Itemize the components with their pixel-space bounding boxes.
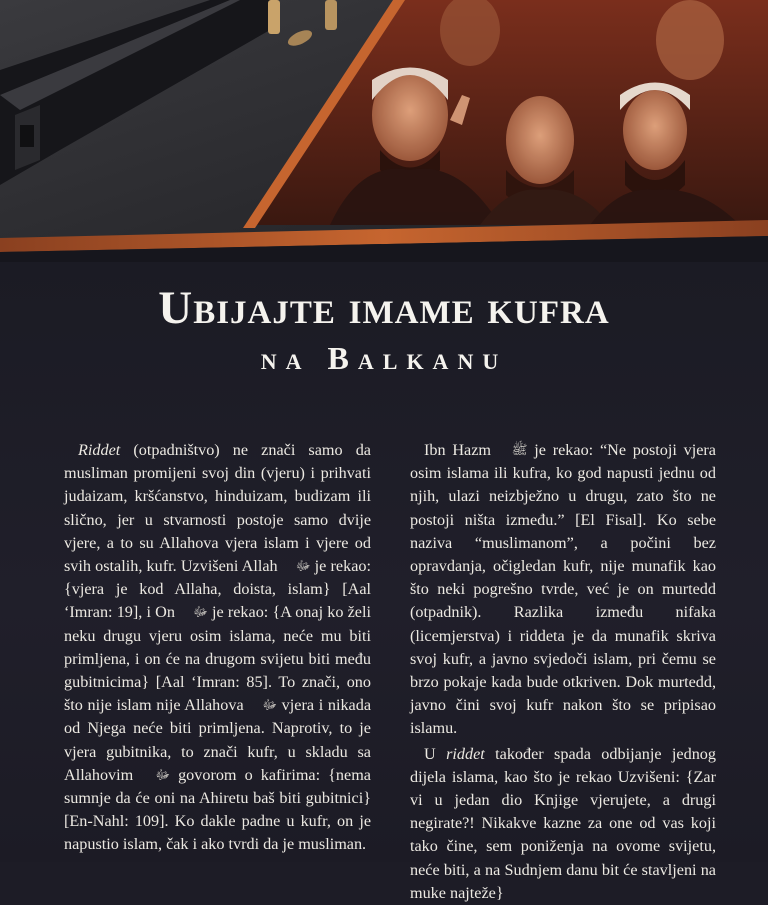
text-column-left xyxy=(64,439,371,857)
article-heading xyxy=(0,278,768,378)
paragraph xyxy=(64,439,371,857)
honorific-glyph-icon: ﷻ xyxy=(155,766,170,782)
article-subtitle: na Balkanu xyxy=(260,340,508,376)
text-run: je rekao: {vjera je kod Allaha, doista, islam} [Aal ‘Imran: 19], i On xyxy=(64,557,371,622)
honorific-glyph-icon: ﷻ xyxy=(193,604,208,620)
text-run: govorom o kafirima: {nema sumnje da će oni na Ahiretu baš biti gubitnici} [En-Nahl: 109]. Ko dakle padne u kufr, on je napustio islam, čak i ako tvrdi da je musliman. xyxy=(64,765,371,854)
paragraph xyxy=(410,743,716,905)
italic-term: riddet xyxy=(446,744,485,763)
article-title: Ubijajte imame kufra xyxy=(158,282,610,334)
header-photo-banner xyxy=(0,0,768,262)
text-run: je rekao: {A onaj ko želi neku drugu vjeru osim islama, neće mu biti primljena, i on će na drugom svijetu biti među gubitnicima} [Aal ‘Imran: 85]. To znači, ono što nije islam nije Allahova xyxy=(64,603,371,715)
banner-illustration xyxy=(0,0,768,262)
text-column-right xyxy=(410,439,716,905)
text-run: (otpadništvo) ne znači samo da musliman promijeni svoj din (vjeru) i prihvati judaizam, kršćanstvo, hinduizam, budizam ili slično, jer u stvarnosti postoje samo dvije vjere, a to su Allahova vjera islam i vjere od svih ostalih, kufr. Uzvišeni Allah xyxy=(64,441,371,576)
honorific-glyph-icon: ﷻ xyxy=(295,558,311,574)
text-run: vjera i nikada od Njega neće biti primljena. Naprotiv, to je vjera gubitnika, to znači kufr, u skladu sa Allahovim xyxy=(64,696,372,784)
paragraph xyxy=(410,439,716,741)
text-run: Ibn Hazm xyxy=(424,441,498,459)
honorific-glyph-icon: ﷺ xyxy=(511,442,528,457)
honorific-glyph-icon: ﷻ xyxy=(262,697,277,713)
italic-term: Riddet xyxy=(78,441,121,459)
text-run: također spada odbijanje jednog dijela islama, kao što je rekao Uzvišeni: {Zar vi u jedan dio Knjige vjerujete, a drugi negirate?! Nikakve kazne za one od vas koji tako čine, sem poniženja na ovome svijetu, neće biti, a na Sudnjem danu bit će stavljeni na muke najteže} xyxy=(410,744,716,902)
text-run: je rekao: “Ne postoji vjera osim islama ili kufra, ko god napusti jednu od njih, ulazi neizbježno u drugu, zato što ne postoji ništa između.” [El Fisal]. Ko sebe naziva “muslimanom”, a počini bez opravdanja, očigledan kufr, nije munafik kao što neki pogrešno tvrde, već je on murtedd (otpadnik). Razlika između nifaka (licemjerstva) i riddeta je da munafik skriva svoj kufr, a javno svjedoči islam, pri čemu se brzo pokaje kada bude otkriven. Dok murtedd, javno čini svoj kufr nakon što se pripisao islamu. xyxy=(410,441,716,738)
text-run: U xyxy=(424,744,447,763)
